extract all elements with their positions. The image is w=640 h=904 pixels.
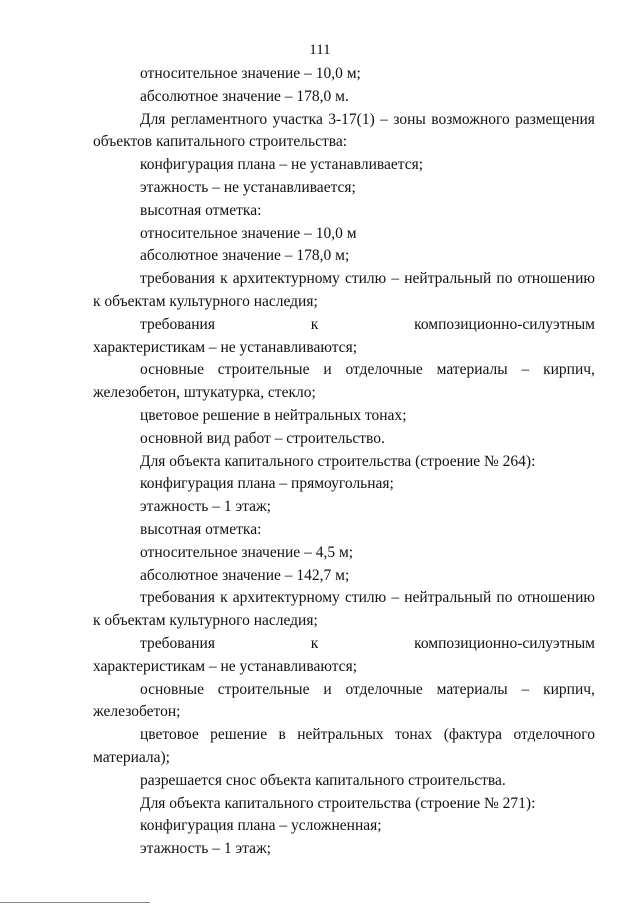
- word: 3-17(1): [328, 110, 375, 128]
- word: регламентного: [170, 110, 268, 128]
- document-body: [93, 63, 595, 861]
- text-line: этажность – 1 этаж;: [140, 840, 271, 858]
- word: архитектурному: [232, 589, 340, 607]
- word: –: [391, 589, 400, 607]
- text-line: материала);: [93, 748, 170, 766]
- text-line: железобетон;: [93, 703, 181, 721]
- word: Для: [140, 110, 166, 128]
- text-line: Для объекта капитального строительства (строение № 264):: [140, 452, 536, 470]
- word: требования: [140, 315, 215, 333]
- text-line: конфигурация плана – прямоугольная;: [140, 475, 394, 493]
- word: зоны: [393, 110, 426, 128]
- word: композиционно-силуэтным: [414, 315, 595, 333]
- word: участка: [272, 110, 323, 128]
- text-line: характеристикам – не устанавливаются;: [93, 338, 357, 356]
- word: требования: [140, 270, 215, 288]
- word: –: [380, 110, 388, 128]
- word: строительные: [217, 361, 310, 379]
- word: отделочного: [513, 726, 595, 744]
- word: –: [521, 361, 530, 379]
- word: кирпич,: [543, 361, 595, 379]
- word: в: [278, 726, 286, 744]
- text-line: конфигурация плана – не устанавливается;: [140, 156, 424, 174]
- text-line: [93, 359, 595, 382]
- text-line: [93, 109, 595, 132]
- word: нейтральный: [404, 270, 492, 288]
- text-line: характеристикам – не устанавливаются;: [93, 657, 357, 675]
- word: материалы: [436, 361, 508, 379]
- text-line: к объектам культурного наследия;: [93, 292, 318, 310]
- text-line: основной вид работ – строительство.: [140, 429, 385, 447]
- word: к: [310, 634, 319, 652]
- word: архитектурному: [232, 270, 340, 288]
- text-line: относительное значение – 10,0 м: [140, 224, 357, 242]
- text-line: этажность – не устанавливается;: [140, 178, 356, 196]
- word: и: [323, 361, 332, 379]
- word: по: [496, 589, 513, 607]
- text-line: относительное значение – 10,0 м;: [140, 65, 361, 82]
- word: требования: [140, 589, 215, 607]
- word: по: [496, 270, 513, 288]
- text-line: относительное значение – 4,5 м;: [140, 543, 354, 561]
- text-line: этажность – 1 этаж;: [140, 498, 271, 516]
- word: отношению: [517, 589, 595, 607]
- word: материалы: [436, 680, 508, 698]
- word: (фактура: [443, 726, 503, 744]
- word: размещения: [515, 110, 595, 128]
- word: –: [521, 680, 530, 698]
- text-line: абсолютное значение – 178,0 м;: [140, 247, 350, 265]
- text-line: Для объекта капитального строительства (строение № 271):: [140, 794, 536, 812]
- word: стилю: [344, 270, 387, 288]
- word: нейтральных: [297, 726, 384, 744]
- word: к: [310, 315, 319, 333]
- scan-edge-line: [0, 902, 150, 903]
- text-line: конфигурация плана – усложненная;: [140, 817, 382, 835]
- text-line: высотная отметка:: [140, 201, 262, 219]
- word: требования: [140, 634, 215, 652]
- word: отношению: [517, 270, 595, 288]
- page-number: 111: [309, 42, 331, 58]
- text-line: [93, 633, 595, 656]
- text-line: [93, 679, 595, 702]
- text-line: железобетон, штукатурка, стекло;: [93, 384, 316, 402]
- text-line: [93, 587, 595, 610]
- word: кирпич,: [543, 680, 595, 698]
- text-line: к объектам культурного наследия;: [93, 612, 318, 630]
- word: возможного: [431, 110, 510, 128]
- text-line: абсолютное значение – 142,7 м;: [140, 566, 350, 584]
- text-line: [93, 314, 595, 337]
- word: и: [323, 680, 332, 698]
- word: композиционно-силуэтным: [414, 634, 595, 652]
- word: тонах: [395, 726, 433, 744]
- word: –: [391, 270, 400, 288]
- word: решение: [210, 726, 268, 744]
- word: к: [220, 589, 228, 607]
- word: отделочные: [345, 361, 423, 379]
- text-line: [93, 268, 595, 291]
- text-line: абсолютное значение – 178,0 м.: [140, 87, 349, 105]
- word: основные: [140, 361, 204, 379]
- word: строительные: [217, 680, 310, 698]
- text-line: цветовое решение в нейтральных тонах;: [140, 406, 407, 424]
- word: стилю: [344, 589, 387, 607]
- word: отделочные: [345, 680, 423, 698]
- word: нейтральный: [404, 589, 492, 607]
- text-line: объектов капитального строительства:: [93, 133, 348, 151]
- word: к: [220, 270, 228, 288]
- word: основные: [140, 680, 204, 698]
- word: цветовое: [140, 726, 199, 744]
- text-line: разрешается снос объекта капитального строительства.: [140, 771, 506, 789]
- text-line: высотная отметка:: [140, 520, 262, 538]
- text-line: [93, 724, 595, 747]
